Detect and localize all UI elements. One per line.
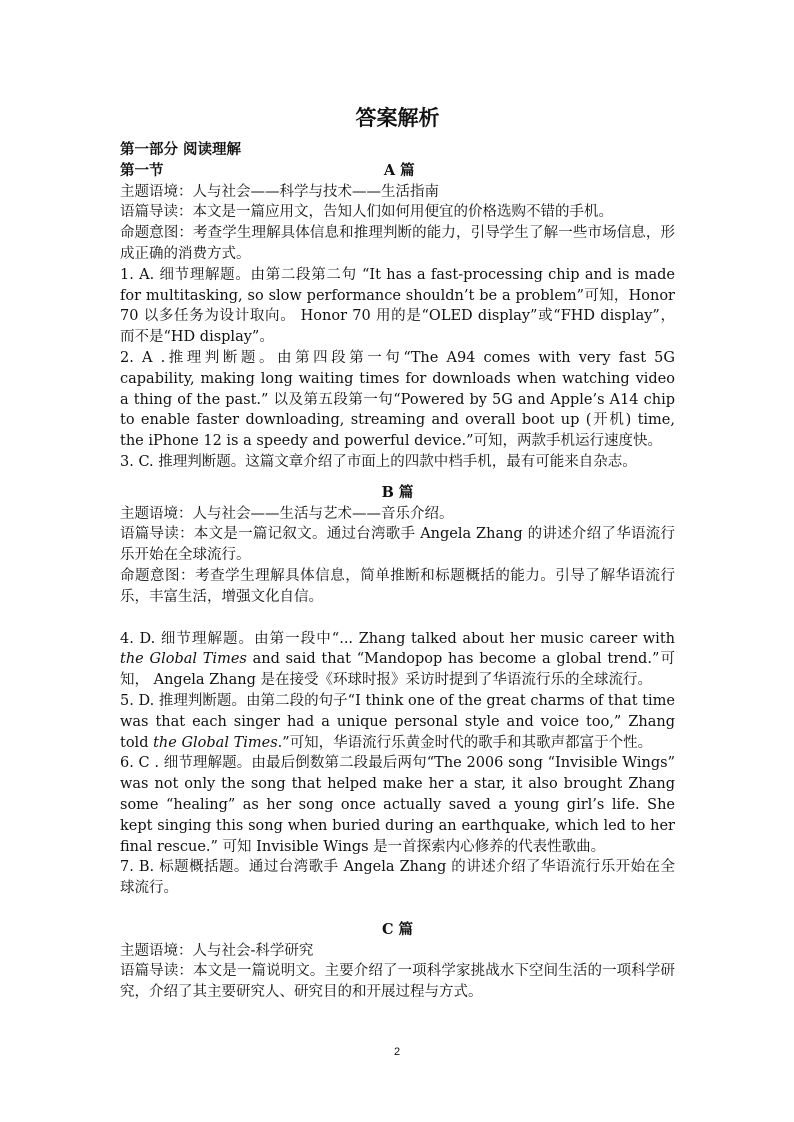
passage-b-guide: 语篇导读：本文是一篇记叙文。通过台湾歌手 Angela Zhang 的讲述介绍了华语流行乐开始在全球流行。 — [120, 526, 675, 564]
passage-a-intent: 命题意图：考查学生理解具体信息和推理判断的能力，引导学生了解一些市场信息，形成正确的消费方式。 — [120, 225, 675, 262]
answer-2: 2. A .推理判断题。由第四段第一句“The A94 comes with very fast 5G capability, making long waiting times for downloads when watching video a thing of the past.” 以及第五段第一句“Powered by 5G and Apple’s A14 chip to enable faster downloading, streaming and overall boot up (开机) time, the iPhone 12 is a speedy and powerful device.”可知，两款手机运行速度快。 — [120, 349, 675, 450]
passage-b-theme: 主题语境：人与社会——生活与艺术——音乐介绍。 — [120, 505, 454, 522]
answer-5: 5. D. 推理判断题。由第二段的句子“I think one of the great charms of that time was that each singer had a unique personal style and voice too,” Zhang told the Global Times.”可知，华语流行乐黄金时代的歌手和其歌声都富于个性。 — [120, 692, 675, 751]
answer-content — [120, 103, 675, 1003]
answer-1: 1. A. 细节理解题。由第二段第二句 “It has a fast-processing chip and is made for multitasking, so slow performance shouldn’t be a problem”可知，Honor 70 以多任务为设计取向。 Honor 70 用的是“OLED display”或“FHD display”， 而不是“HD display”。 — [120, 266, 675, 346]
section-row — [120, 161, 675, 182]
answer-6: 6. C . 细节理解题。由最后倒数第二段最后两句“The 2006 song “Invisible Wings” was not only the song that helped make her a star, it also brought Zhang some “healing” as her song once actually saved a young girl’s life. She kept singing this song when buried during an earthquake, which led to her final rescue.” 可知 Invisible Wings 是一首探索内心修养的代表性歌曲。 — [120, 755, 675, 855]
answer-7: 7. B. 标题概括题。通过台湾歌手 Angela Zhang 的讲述介绍了华语流行乐开始在全球流行。 — [120, 859, 675, 897]
page-title: 答案解析 — [355, 105, 440, 130]
passage-c-theme: 主题语境：人与社会-科学研究 — [120, 942, 314, 959]
section-heading: 第一节 — [120, 161, 164, 179]
part-heading: 第一部分 阅读理解 — [120, 141, 242, 158]
answer-4: 4. D. 细节理解题。由第一段中“... Zhang talked about her music career with the Global Times and said that “Mandopop has become a global trend.”可知， Angela Zhang 是在接受《环球时报》采访时提到了华语流行乐的全球流行。 — [120, 630, 675, 689]
passage-b-intent: 命题意图：考查学生理解具体信息，简单推断和标题概括的能力。引导了解华语流行乐，丰富生活，增强文化自信。 — [120, 567, 675, 605]
passage-a-theme: 主题语境：人与社会——科学与技术——生活指南 — [120, 183, 439, 200]
passage-a-heading: A 篇 — [383, 161, 415, 179]
passage-c-heading: C 篇 — [381, 920, 414, 938]
passage-b-heading: B 篇 — [381, 483, 414, 501]
passage-a-guide: 语篇导读：本文是一篇应用文，告知人们如何用便宜的价格选购不错的手机。 — [120, 204, 613, 221]
passage-c-guide: 语篇导读：本文是一篇说明文。主要介绍了一项科学家挑战水下空间生活的一项科学研究，介绍了其主要研究人、研究目的和开展过程与方式。 — [120, 963, 675, 1001]
answer-3: 3. C. 推理判断题。这篇文章介绍了市面上的四款中档手机，最有可能来自杂志。 — [120, 453, 637, 470]
page-number: 2 — [393, 1046, 401, 1058]
